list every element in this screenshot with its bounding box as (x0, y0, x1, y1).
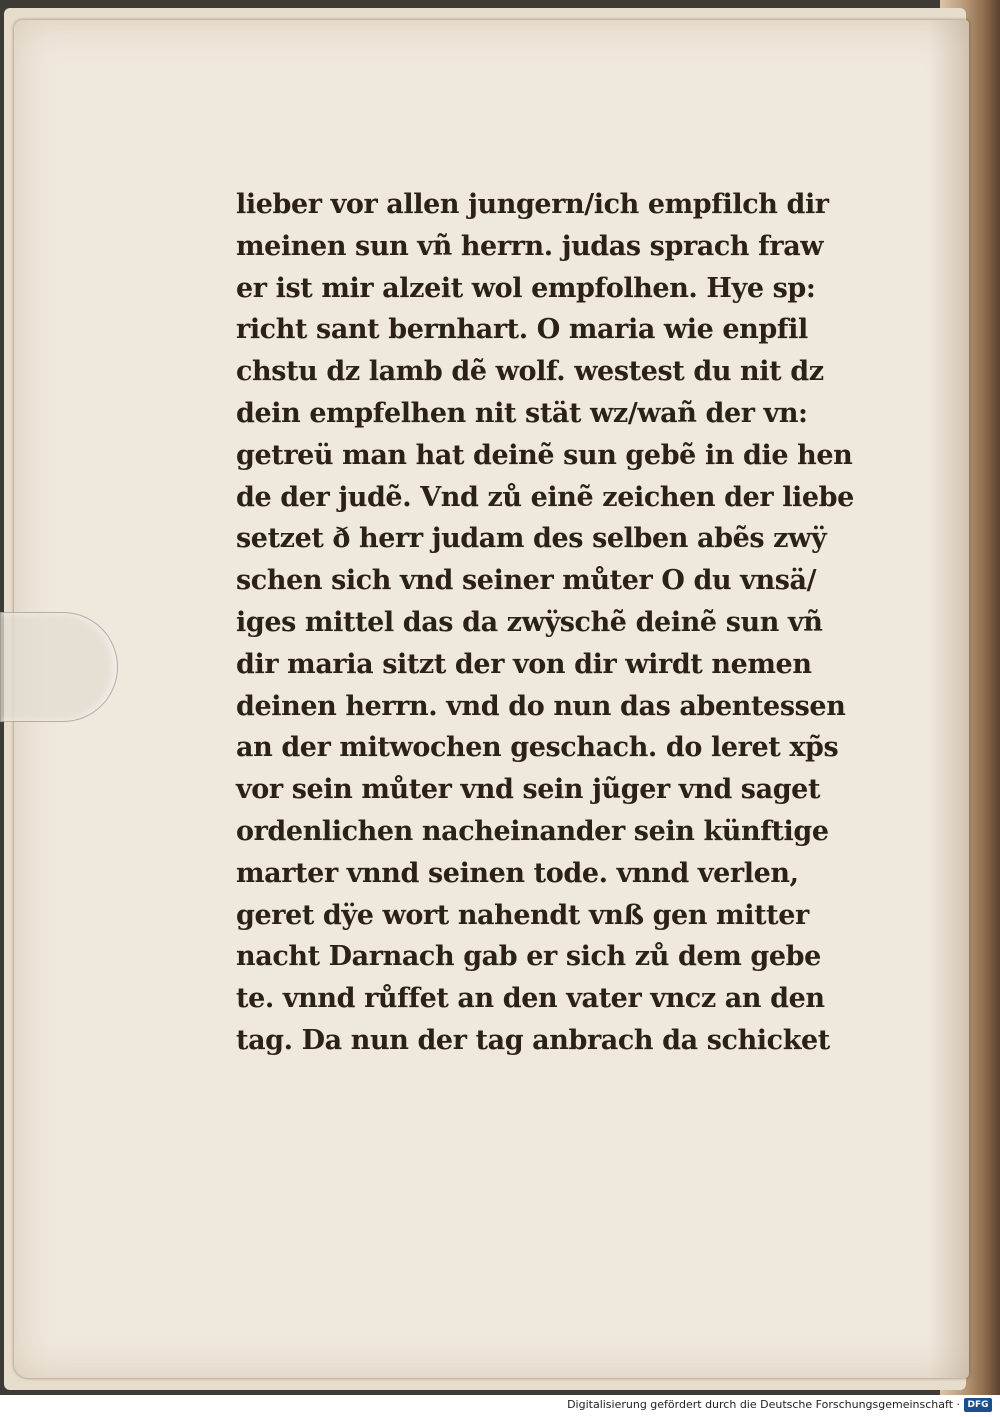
text-line: lieber vor allen jungern/ich empfilch dir (236, 189, 829, 220)
text-line: er ist mir alzeit wol empfolhen. Hye sp: (236, 272, 816, 304)
text-line: dir maria sitzt der von dir wirdt nemen (236, 648, 812, 680)
text-line: setzet ð herr judam des selben abẽs zwÿ (236, 523, 827, 555)
page-clip (0, 612, 118, 722)
dfg-logo: DFG (964, 1398, 992, 1412)
text-line: deinen herrn. vnd do nun das abentessen (236, 690, 846, 722)
manuscript-page (14, 20, 969, 1378)
text-line: richt sant bernhart. O maria wie enpfil (236, 314, 808, 346)
footer-credit: Digitalisierung gefördert durch die Deutsche Forschungsgemeinschaft · (567, 1398, 960, 1411)
text-line: meinen sun vñ herrn. judas sprach fraw (236, 230, 824, 262)
text-block (236, 184, 876, 1062)
text-line: ordenlichen nacheinander sein künftige (236, 815, 829, 847)
text-line: schen sich vnd seiner můter O du vnsä/ (236, 565, 817, 597)
text-line: vor sein můter vnd sein jũger vnd saget (236, 774, 821, 806)
text-line: marter vnnd seinen tode. vnnd verlen, (236, 857, 799, 889)
text-line: getreü man hat deinẽ sun gebẽ in die hen (236, 439, 853, 471)
text-line: geret dÿe wort nahendt vnß gen mitter (236, 899, 809, 931)
text-line: te. vnnd růffet an den vater vncz an den (236, 983, 825, 1015)
text-line: an der mitwochen geschach. do leret xp̃s (236, 732, 839, 764)
text-line: tag. Da nun der tag anbrach da schicket (236, 1024, 830, 1056)
footer-bar (0, 1395, 1000, 1417)
text-line: de der judẽ. Vnd zů einẽ zeichen der liebe (236, 481, 854, 513)
text-line: chstu dz lamb dẽ wolf. westest du nit dz (236, 356, 824, 388)
text-line: nacht Darnach gab er sich zů dem gebe (236, 941, 821, 973)
text-line: iges mittel das da zwÿschẽ deinẽ sun vñ (236, 606, 823, 638)
text-line: dein empfelhen nit stät wz/wañ der vn: (236, 397, 808, 429)
